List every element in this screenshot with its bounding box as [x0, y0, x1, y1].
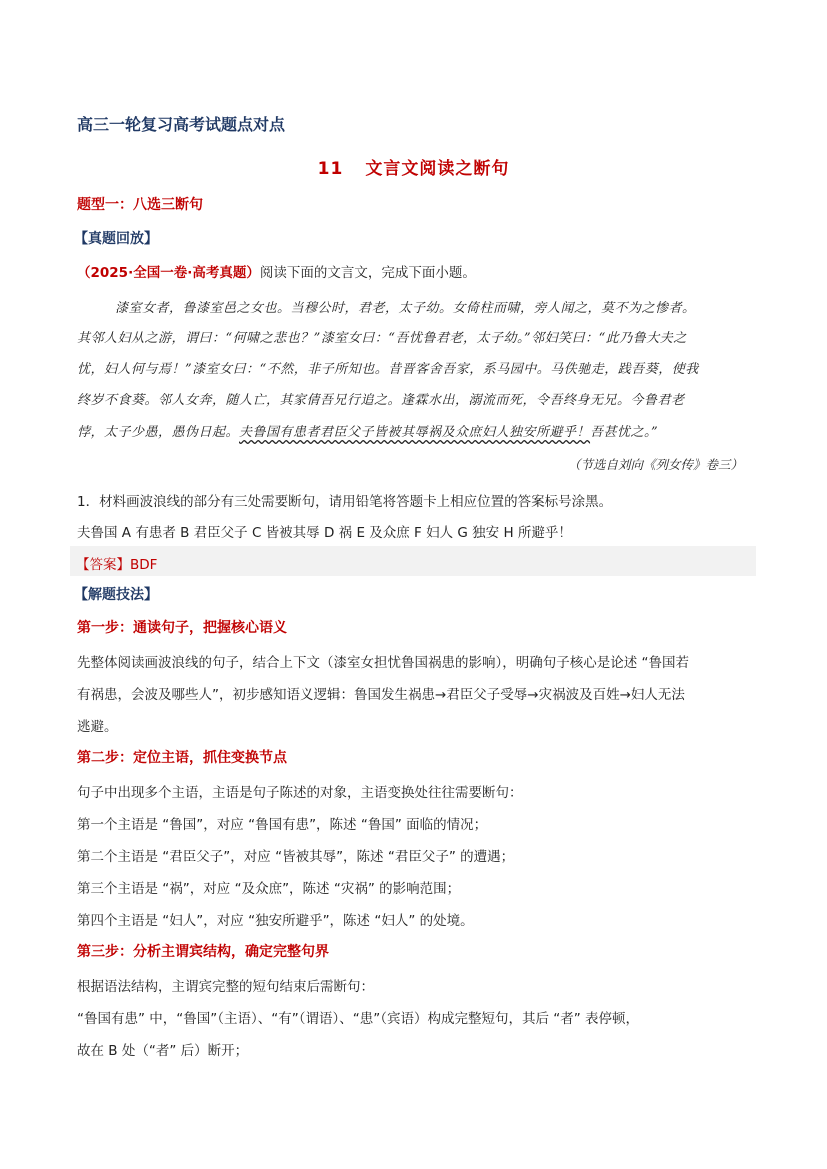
passage-line: 漆室女者，鲁漆室邑之女也。当穆公时，君老，太子幼。女倚柱而啸，旁人闻之，莫不为之惨者。	[115, 301, 696, 316]
passage-wavy-underline: 夫鲁国有患者君臣父子皆被其辱祸及众庶妇人独安所避乎！	[239, 425, 591, 440]
step1-line: 先整体阅读画波浪线的句子，结合上下文（漆室女担忧鲁国祸患的影响），明确句子核心是论述 “鲁国若	[77, 655, 690, 671]
question-intro	[77, 261, 476, 281]
passage-end: 吾甚忧之。”	[590, 425, 659, 440]
passage-plain: 悖，太子少愚，愚伪日起。	[77, 425, 240, 440]
real-question-label: 【真题回放】	[74, 231, 158, 247]
step1-line: 逃避。	[77, 719, 118, 735]
doc-header: 高三一轮复习高考试题点对点	[77, 115, 286, 134]
passage-last-line	[77, 421, 658, 440]
passage-line: 忧，妇人何与焉！”漆室女曰：“不然，非子所知也。昔晋客舍吾家，系马园中。马佚驰走，践吾葵，使我	[77, 362, 699, 377]
step3-line: 故在 B 处（“者” 后）断开；	[77, 1043, 249, 1059]
passage-citation: （节选自刘向《列女传》卷三）	[567, 457, 743, 472]
title-text: 文言文阅读之断句	[365, 159, 510, 179]
step2-line: 第一个主语是 “鲁国”，对应 “鲁国有患”，陈述 “鲁国” 面临的情况；	[77, 817, 488, 833]
answer-line	[76, 553, 157, 573]
question-options: 夫鲁国 A 有患者 B 君臣父子 C 皆被其辱 D 祸 E 及众庶 F 妇人 G 独安 H 所避乎！	[77, 525, 572, 541]
intro-text: 阅读下面的文言文，完成下面小题。	[259, 265, 476, 281]
source-tag: （2025·全国一卷·高考真题）	[77, 265, 260, 281]
passage-line: 其邻人妇从之游，谓曰：“何啸之悲也？”漆室女曰：“吾忧鲁君老，太子幼。”邻妇笑曰：“此乃鲁大夫之	[77, 331, 687, 346]
question-prompt: 1．材料画波浪线的部分有三处需要断句，请用铅笔将答题卡上相应位置的答案标号涂黑。	[77, 494, 613, 510]
answer-box	[70, 546, 756, 576]
question-type-label: 题型一：八选三断句	[77, 197, 203, 213]
step1-title: 第一步：通读句子，把握核心语义	[77, 620, 287, 636]
step2-line: 句子中出现多个主语，主语是句子陈述的对象，主语变换处往往需要断句：	[77, 785, 523, 801]
step2-line: 第三个主语是 “祸”，对应 “及众庶”，陈述 “灾祸” 的影响范围；	[77, 881, 461, 897]
step3-title: 第三步：分析主谓宾结构，确定完整句界	[77, 944, 329, 960]
step2-line: 第二个主语是 “君臣父子”，对应 “皆被其辱”，陈述 “君臣父子” 的遭遇；	[77, 849, 515, 865]
method-label: 【解题技法】	[74, 587, 158, 603]
step2-line: 第四个主语是 “妇人”，对应 “独安所避乎”，陈述 “妇人” 的处境。	[77, 913, 474, 929]
step3-line: “鲁国有患” 中，“鲁国”（主语）、“有”（谓语）、“患”（宾语）构成完整短句，其后 “者” 表停顿，	[77, 1011, 640, 1027]
passage-line: 终岁不食葵。邻人女奔，随人亡，其家倩吾兄行追之。逢霖水出，溺流而死，令吾终身无兄。今鲁君老	[77, 393, 685, 408]
answer-label: 【答案】	[76, 557, 130, 573]
title-number: 11	[317, 159, 344, 179]
step1-line: 有祸患，会波及哪些人”，初步感知语义逻辑：鲁国发生祸患→君臣父子受辱→灾祸波及百姓→妇人无法	[77, 687, 685, 703]
step3-line: 根据语法结构，主谓宾完整的短句结束后需断句：	[77, 979, 374, 995]
step2-title: 第二步：定位主语，抓住变换节点	[77, 750, 287, 766]
answer-value: BDF	[130, 557, 158, 573]
doc-title	[0, 154, 827, 179]
